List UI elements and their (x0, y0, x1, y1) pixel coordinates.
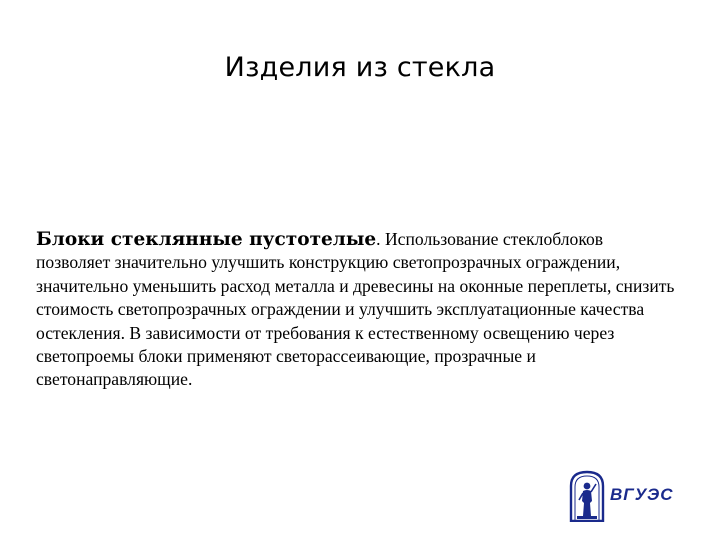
university-emblem-icon (568, 470, 606, 522)
slide-title: Изделия из стекла (224, 52, 496, 83)
logo-text: ВГУЭС (610, 485, 674, 504)
university-logo (568, 470, 674, 522)
slide-body (36, 228, 676, 392)
body-text: . Использование стеклоблоков позволяет значительно улучшить конструкцию светопрозрачных ограждении, значительно уменьшить расход металла и древесины на оконные переплеты, снизить стоимость светопрозрачных ограждении и улучшить эксплуатационные качества остекления. В зависимости от требования к естественному освещению через светопроемы блоки применяют светорассеивающие, прозрачные и светонаправляющие. (36, 229, 675, 390)
body-lead: Блоки стеклянные пустотелые (36, 229, 377, 250)
